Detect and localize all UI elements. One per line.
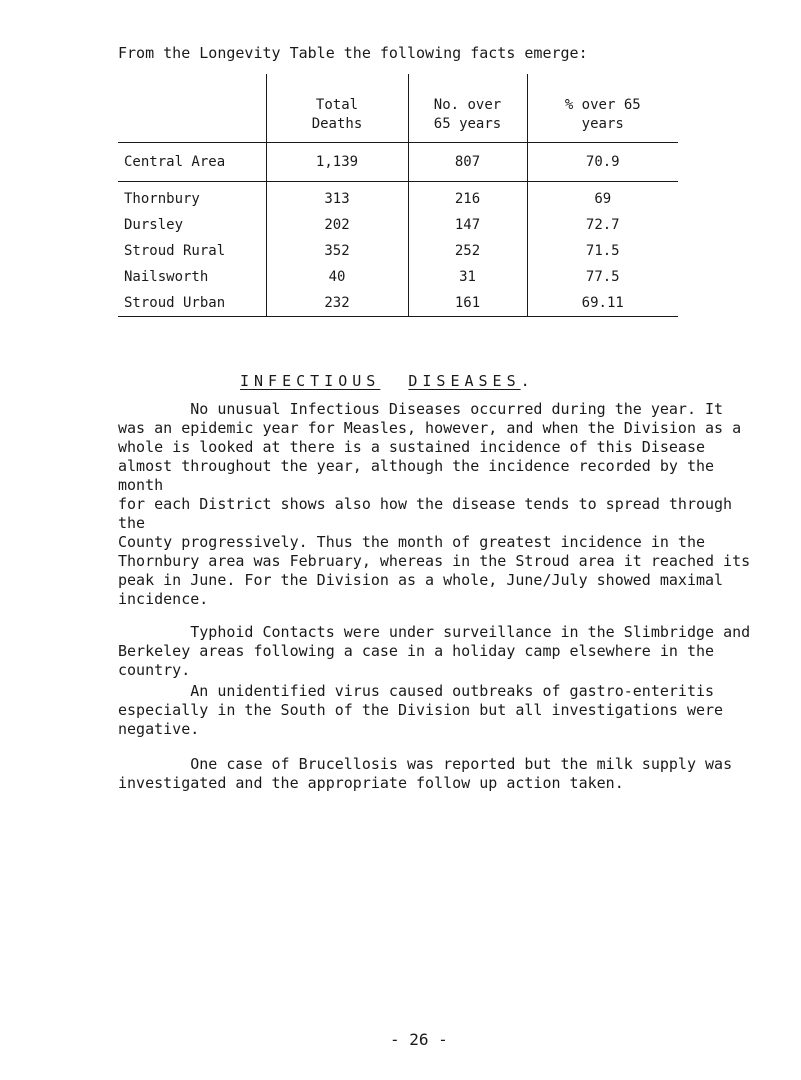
heading-end: . xyxy=(520,372,535,390)
table-row xyxy=(118,212,678,238)
cell-pct: 72.7 xyxy=(527,212,678,238)
cell-area: Dursley xyxy=(124,217,184,233)
paragraph-brucellosis: One case of Brucellosis was reported but the milk supply was investigated and the appropriate follow up action taken. xyxy=(118,755,733,792)
cell-over65: 807 xyxy=(408,143,527,182)
heading-word-diseases: DISEASES xyxy=(408,372,521,390)
cell-total: 232 xyxy=(266,290,408,317)
cell-area: Nailsworth xyxy=(124,269,209,285)
cell-pct: 71.5 xyxy=(527,238,678,264)
header-area xyxy=(118,74,266,143)
cell-area: Stroud Urban xyxy=(118,290,266,317)
header-percent-over-65: % over 65 years xyxy=(527,74,678,143)
cell-total: 40 xyxy=(266,264,408,290)
cell-area: Thornbury xyxy=(124,191,200,207)
table-row-central-area xyxy=(118,143,678,182)
cell-pct: 77.5 xyxy=(527,264,678,290)
header-total-deaths: Total Deaths xyxy=(266,74,408,143)
paragraph-typhoid: Typhoid Contacts were under surveillance in the Slimbridge and Berkeley areas following a case in a holiday camp elsewhere in the country. xyxy=(118,623,751,679)
intro-text: From the Longevity Table the following facts emerge: xyxy=(118,44,588,62)
cell-area: Central Area xyxy=(118,143,266,182)
cell-over65: 252 xyxy=(408,238,527,264)
cell-over65: 147 xyxy=(408,212,527,238)
page-number: - 26 - xyxy=(390,1030,448,1049)
cell-area: Stroud Rural xyxy=(124,243,226,259)
paragraph-measles: No unusual Infectious Diseases occurred during the year. It was an epidemic year for Measles, however, and when the Division as a whole is looked at there is a sustained incidence of this Disease almost throughout the year, although the incidence recorded by the month for each District shows also how the disease tends to spread through the County progressively. Thus the month of greatest incidence in the Thornbury area was February, whereas in the Stroud area it reached its peak in June. For the Division as a whole, June/July showed maximal incidence. xyxy=(118,400,751,608)
cell-pct: 69 xyxy=(527,182,678,213)
cell-over65: 216 xyxy=(408,182,527,213)
cell-total: 352 xyxy=(266,238,408,264)
cell-total: 202 xyxy=(266,212,408,238)
section-heading xyxy=(240,372,535,390)
cell-total: 1,139 xyxy=(266,143,408,182)
cell-total: 313 xyxy=(266,182,408,213)
heading-word-infectious: INFECTIOUS xyxy=(240,372,381,390)
table-header-row xyxy=(118,74,678,143)
header-number-over-65: No. over 65 years xyxy=(408,74,527,143)
cell-pct: 69.11 xyxy=(527,290,678,317)
table-row xyxy=(118,264,678,290)
table-row xyxy=(118,182,678,213)
table-row xyxy=(118,238,678,264)
longevity-table xyxy=(118,74,678,317)
cell-over65: 161 xyxy=(408,290,527,317)
cell-pct: 70.9 xyxy=(527,143,678,182)
paragraph-gastroenteritis: An unidentified virus caused outbreaks of gastro-enteritis especially in the South of the Division but all investigations were negative. xyxy=(118,682,724,738)
cell-over65: 31 xyxy=(408,264,527,290)
table-row xyxy=(118,290,678,317)
